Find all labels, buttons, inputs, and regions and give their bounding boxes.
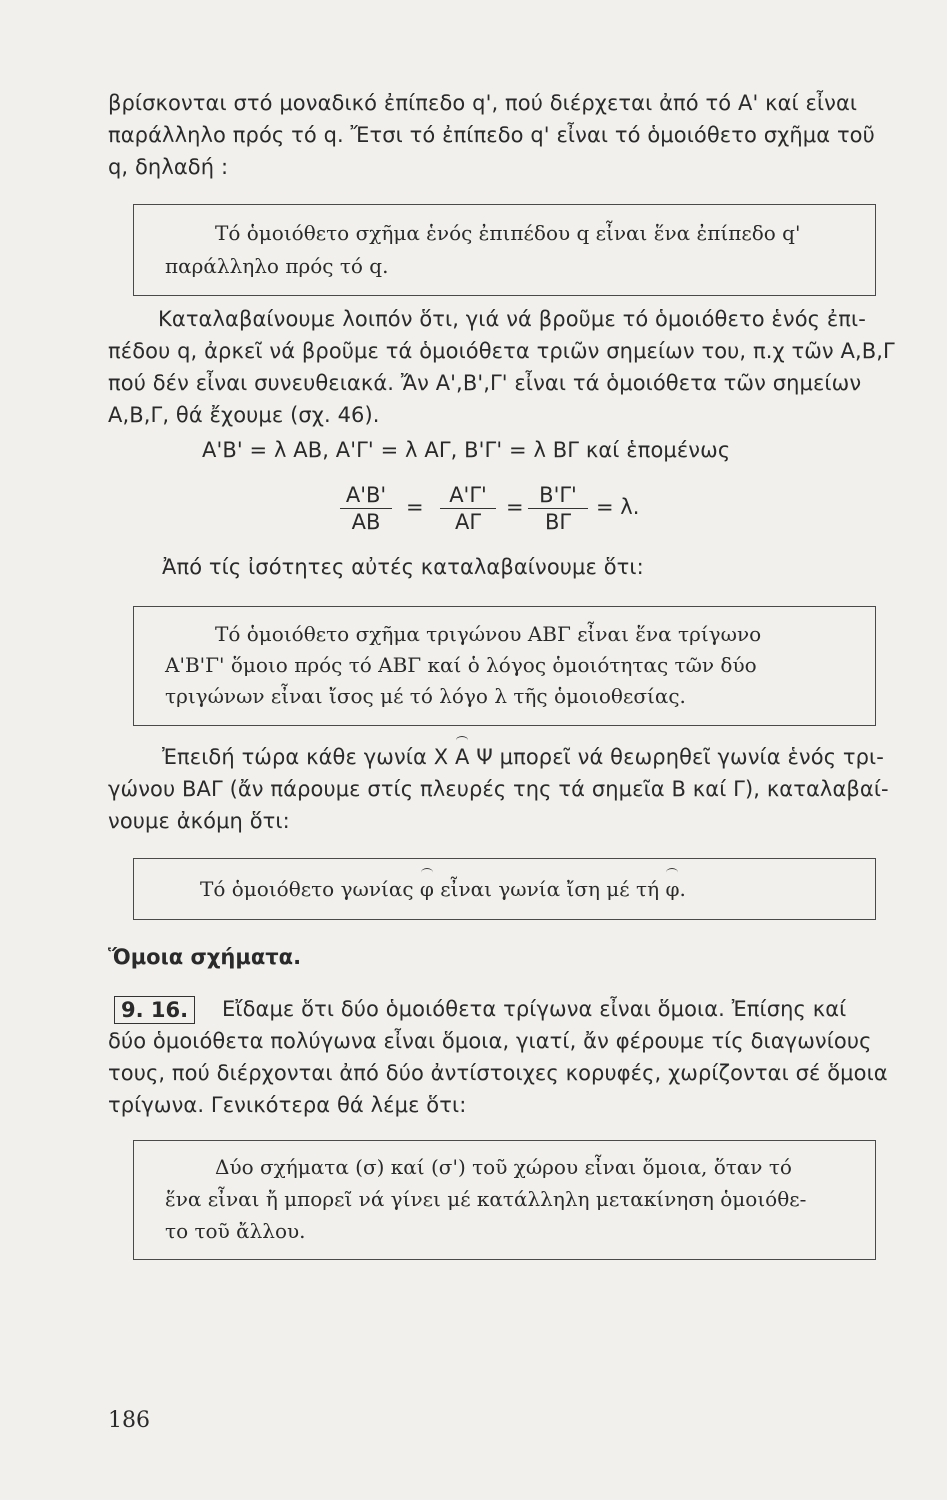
paragraph-1-line-3: q, δηλαδή :: [108, 155, 229, 179]
fraction-ab: [340, 482, 392, 535]
fraction-bg-numerator: Β'Γ': [528, 482, 588, 509]
section-heading: Ὅμοια σχήματα.: [108, 945, 302, 969]
section-line-1: Εἴδαμε ὅτι δύο ὁμοιόθετα τρίγωνα εἶναι ὅμοια. Ἐπίσης καί: [222, 997, 847, 1021]
fraction-bg-denominator: ΒΓ: [544, 510, 572, 534]
fraction-ag-denominator: ΑΓ: [454, 510, 482, 534]
paragraph-4-line-1-end: Ψ μπορεῖ νά θεωρηθεῖ γωνία ἑνός τρι-: [476, 745, 884, 769]
fraction-ab-denominator: ΑΒ: [351, 510, 381, 534]
equals-sign-1: =: [406, 495, 424, 519]
box-3-start: Τό ὁμοιόθετο γωνίας: [200, 877, 414, 901]
angle-vertex-a: Α: [455, 742, 469, 772]
box-2-line-3: τριγώνων εἶναι ἴσος μέ τό λόγο λ τῆς ὁμοιοθεσίας.: [165, 684, 686, 708]
paragraph-1-line-2: παράλληλο πρός τό q. Ἔτσι τό ἐπίπεδο q' εἶναι τό ὁμοιόθετο σχῆμα τοῦ: [108, 123, 875, 147]
box-1-line-1: Τό ὁμοιόθετο σχῆμα ἑνός ἐπιπέδου q εἶναι ἕνα ἐπίπεδο q': [215, 221, 801, 245]
section-line-3: τους, πού διέρχονται ἀπό δύο ἀντίστοιχες κορυφές, χωρίζονται σέ ὅμοια: [108, 1061, 888, 1085]
box-4-line-3: το τοῦ ἄλλου.: [165, 1219, 306, 1243]
paragraph-3: Ἀπό τίς ἰσότητες αὐτές καταλαβαίνουμε ὅτι:: [162, 555, 644, 579]
box-2-line-1: Τό ὁμοιόθετο σχῆμα τριγώνου ΑΒΓ εἶναι ἕνα τρίγωνο: [215, 622, 762, 646]
angle-phi-symbol-1: φ: [420, 874, 434, 904]
ratio-lambda: = λ.: [596, 495, 640, 519]
equation-lengths: Α'Β' = λ ΑΒ, Α'Γ' = λ ΑΓ, Β'Γ' = λ ΒΓ καί ἑπομένως: [202, 438, 731, 462]
paragraph-2-line-4: Α,Β,Γ, θά ἔχουμε (σχ. 46).: [108, 403, 380, 427]
section-number: 9. 16.: [114, 996, 195, 1024]
box-1-line-2: παράλληλο πρός τό q.: [165, 254, 389, 278]
section-line-2: δύο ὁμοιόθετα πολύγωνα εἶναι ὅμοια, γιατί, ἄν φέρουμε τίς διαγωνίους: [108, 1029, 872, 1053]
box-4-line-1: Δύο σχήματα (σ) καί (σ') τοῦ χώρου εἶναι ὅμοια, ὅταν τό: [215, 1155, 792, 1179]
fraction-ag-numerator: Α'Γ': [440, 482, 496, 509]
box-3-text: [200, 874, 686, 904]
box-3-middle: εἶναι γωνία ἴση μέ τή: [440, 877, 660, 901]
section-line-4: τρίγωνα. Γενικότερα θά λέμε ὅτι:: [108, 1093, 467, 1117]
paragraph-2-line-2: πέδου q, ἀρκεῖ νά βροῦμε τά ὁμοιόθετα τριῶν σημείων του, π.χ τῶν Α,Β,Γ: [108, 339, 895, 363]
paragraph-4-line-3: νουμε ἀκόμη ὅτι:: [108, 809, 290, 833]
paragraph-2-line-3: πού δέν εἶναι συνευθειακά. Ἄν Α',Β',Γ' εἶναι τά ὁμοιόθετα τῶν σημείων: [108, 371, 862, 395]
equals-sign-2: =: [506, 495, 524, 519]
paragraph-4-line-1-start: Ἐπειδή τώρα κάθε γωνία Χ: [162, 745, 449, 769]
angle-phi-symbol-2: φ: [665, 874, 679, 904]
fraction-ag: [440, 482, 496, 535]
paragraph-2-line-1: Καταλαβαίνουμε λοιπόν ὅτι, γιά νά βροῦμε τό ὁμοιόθετο ἑνός ἐπι-: [158, 307, 866, 331]
box-2-line-2: Α'Β'Γ' ὅμοιο πρός τό ΑΒΓ καί ὁ λόγος ὁμοιότητας τῶν δύο: [165, 653, 757, 677]
fraction-bg: [528, 482, 588, 535]
paragraph-1-line-1: βρίσκονται στό μοναδικό ἐπίπεδο q', πού διέρχεται ἀπό τό Α' καί εἶναι: [108, 91, 858, 115]
page-number: 186: [108, 1408, 150, 1433]
fraction-ab-numerator: Α'Β': [340, 482, 392, 509]
paragraph-4-line-1: [162, 742, 884, 772]
box-4-line-2: ἕνα εἶναι ἤ μπορεῖ νά γίνει μέ κατάλληλη μετακίνηση ὁμοιόθε-: [165, 1187, 807, 1211]
box-3-end: .: [679, 877, 686, 901]
paragraph-4-line-2: γώνου ΒΑΓ (ἄν πάρουμε στίς πλευρές της τά σημεῖα Β καί Γ), καταλαβαί-: [108, 777, 889, 801]
